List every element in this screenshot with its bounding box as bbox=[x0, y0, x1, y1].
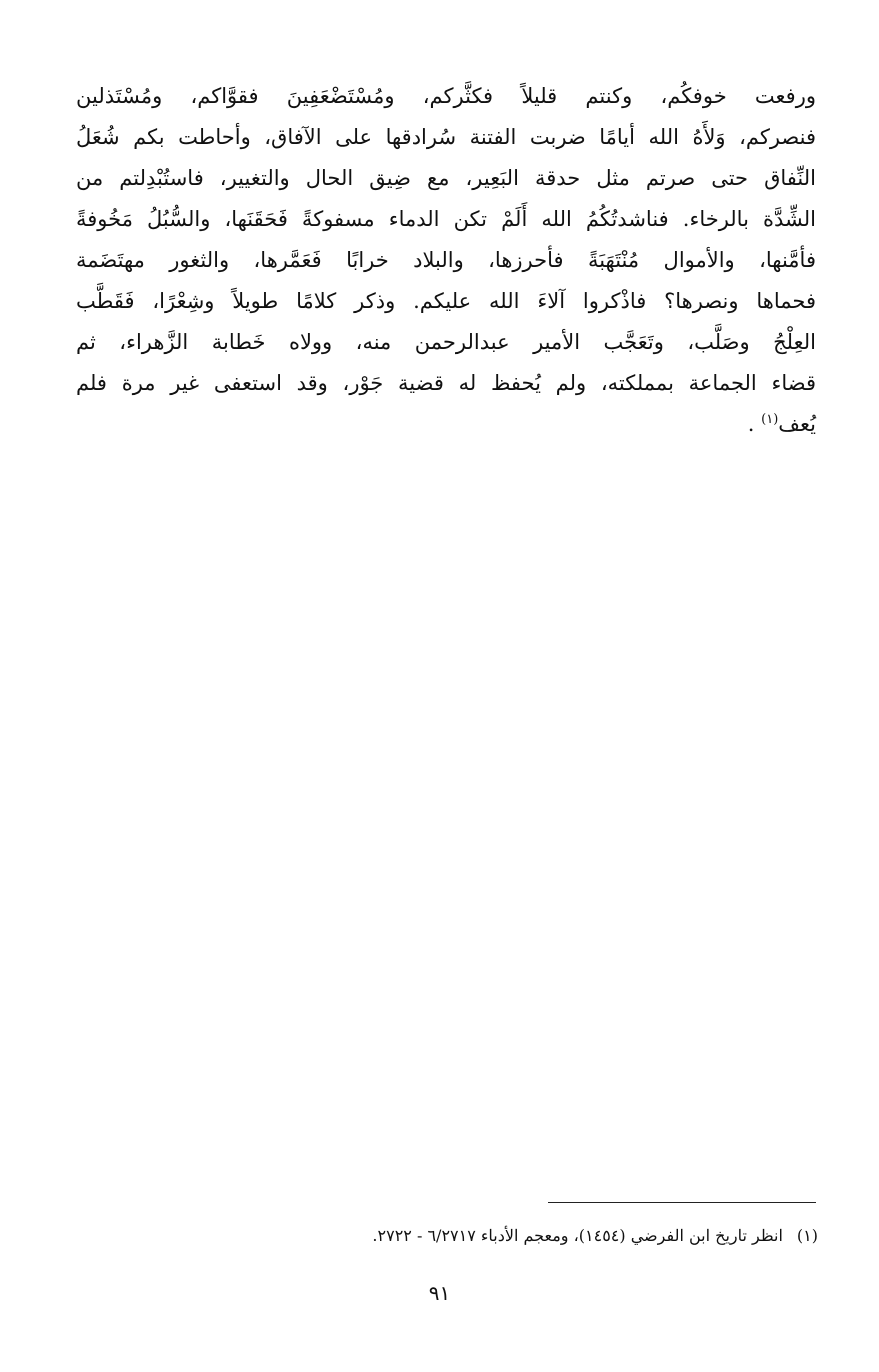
footnote-reference[interactable]: (١) bbox=[761, 412, 779, 427]
footnote bbox=[120, 1219, 818, 1253]
text-line-last bbox=[76, 404, 816, 445]
footnote-separator bbox=[548, 1202, 816, 1203]
text-line: النِّفاق حتى صرتم مثل حدقة البَعِير، مع ضِيق الحال والتغيير، فاستُبْدِلتم من bbox=[76, 166, 816, 190]
text-line: فأمَّنها، والأموال مُنْتَهَبَةً فأحرزها، والبلاد خرابًا فَعَمَّرها، والثغور مهتَضَمة bbox=[76, 248, 816, 272]
text-line: قضاء الجماعة بمملكته، ولم يُحفظ له قضية جَوْر، وقد استعفى غير مرة فلم bbox=[76, 371, 816, 395]
page-number: ٩١ bbox=[428, 1281, 451, 1305]
text-line: فحماها ونصرها؟ فاذْكروا آلاءَ الله عليكم. وذكر كلامًا طويلاً وشِعْرًا، فَقَطَّب bbox=[76, 289, 816, 313]
final-period: . bbox=[747, 412, 755, 436]
text-line: ورفعت خوفكُم، وكنتم قليلاً فكثَّركم، ومُسْتَضْعَفِينَ فقوَّاكم، ومُسْتَذلين bbox=[76, 84, 816, 108]
text-line-end: يُعف bbox=[778, 412, 816, 436]
text-line: فنصركم، وَلأَهُ الله أيامًا ضربت الفتنة سُرادقها على الآفاق، وأحاطت بكم شُعَلُ bbox=[76, 125, 816, 149]
footnote-text: انظر تاريخ ابن الفرضي (١٤٥٤)، ومعجم الأدباء ٦/٢٧١٧ - ٢٧٢٢. bbox=[372, 1226, 783, 1245]
body-text bbox=[76, 76, 816, 445]
text-line: الشِّدَّة بالرخاء. فناشدتُكُمُ الله أَلَمْ تكن الدماء مسفوكةً فَحَقَنَها، والسُّبُلُ مَخُوفةً bbox=[76, 207, 816, 231]
text-line: العِلْجُ وصَلَّب، وتَعَجَّب الأمير عبدالرحمن منه، وولاه خَطابة الزَّهراء، ثم bbox=[76, 330, 816, 354]
footnote-marker: (١) bbox=[796, 1226, 818, 1245]
